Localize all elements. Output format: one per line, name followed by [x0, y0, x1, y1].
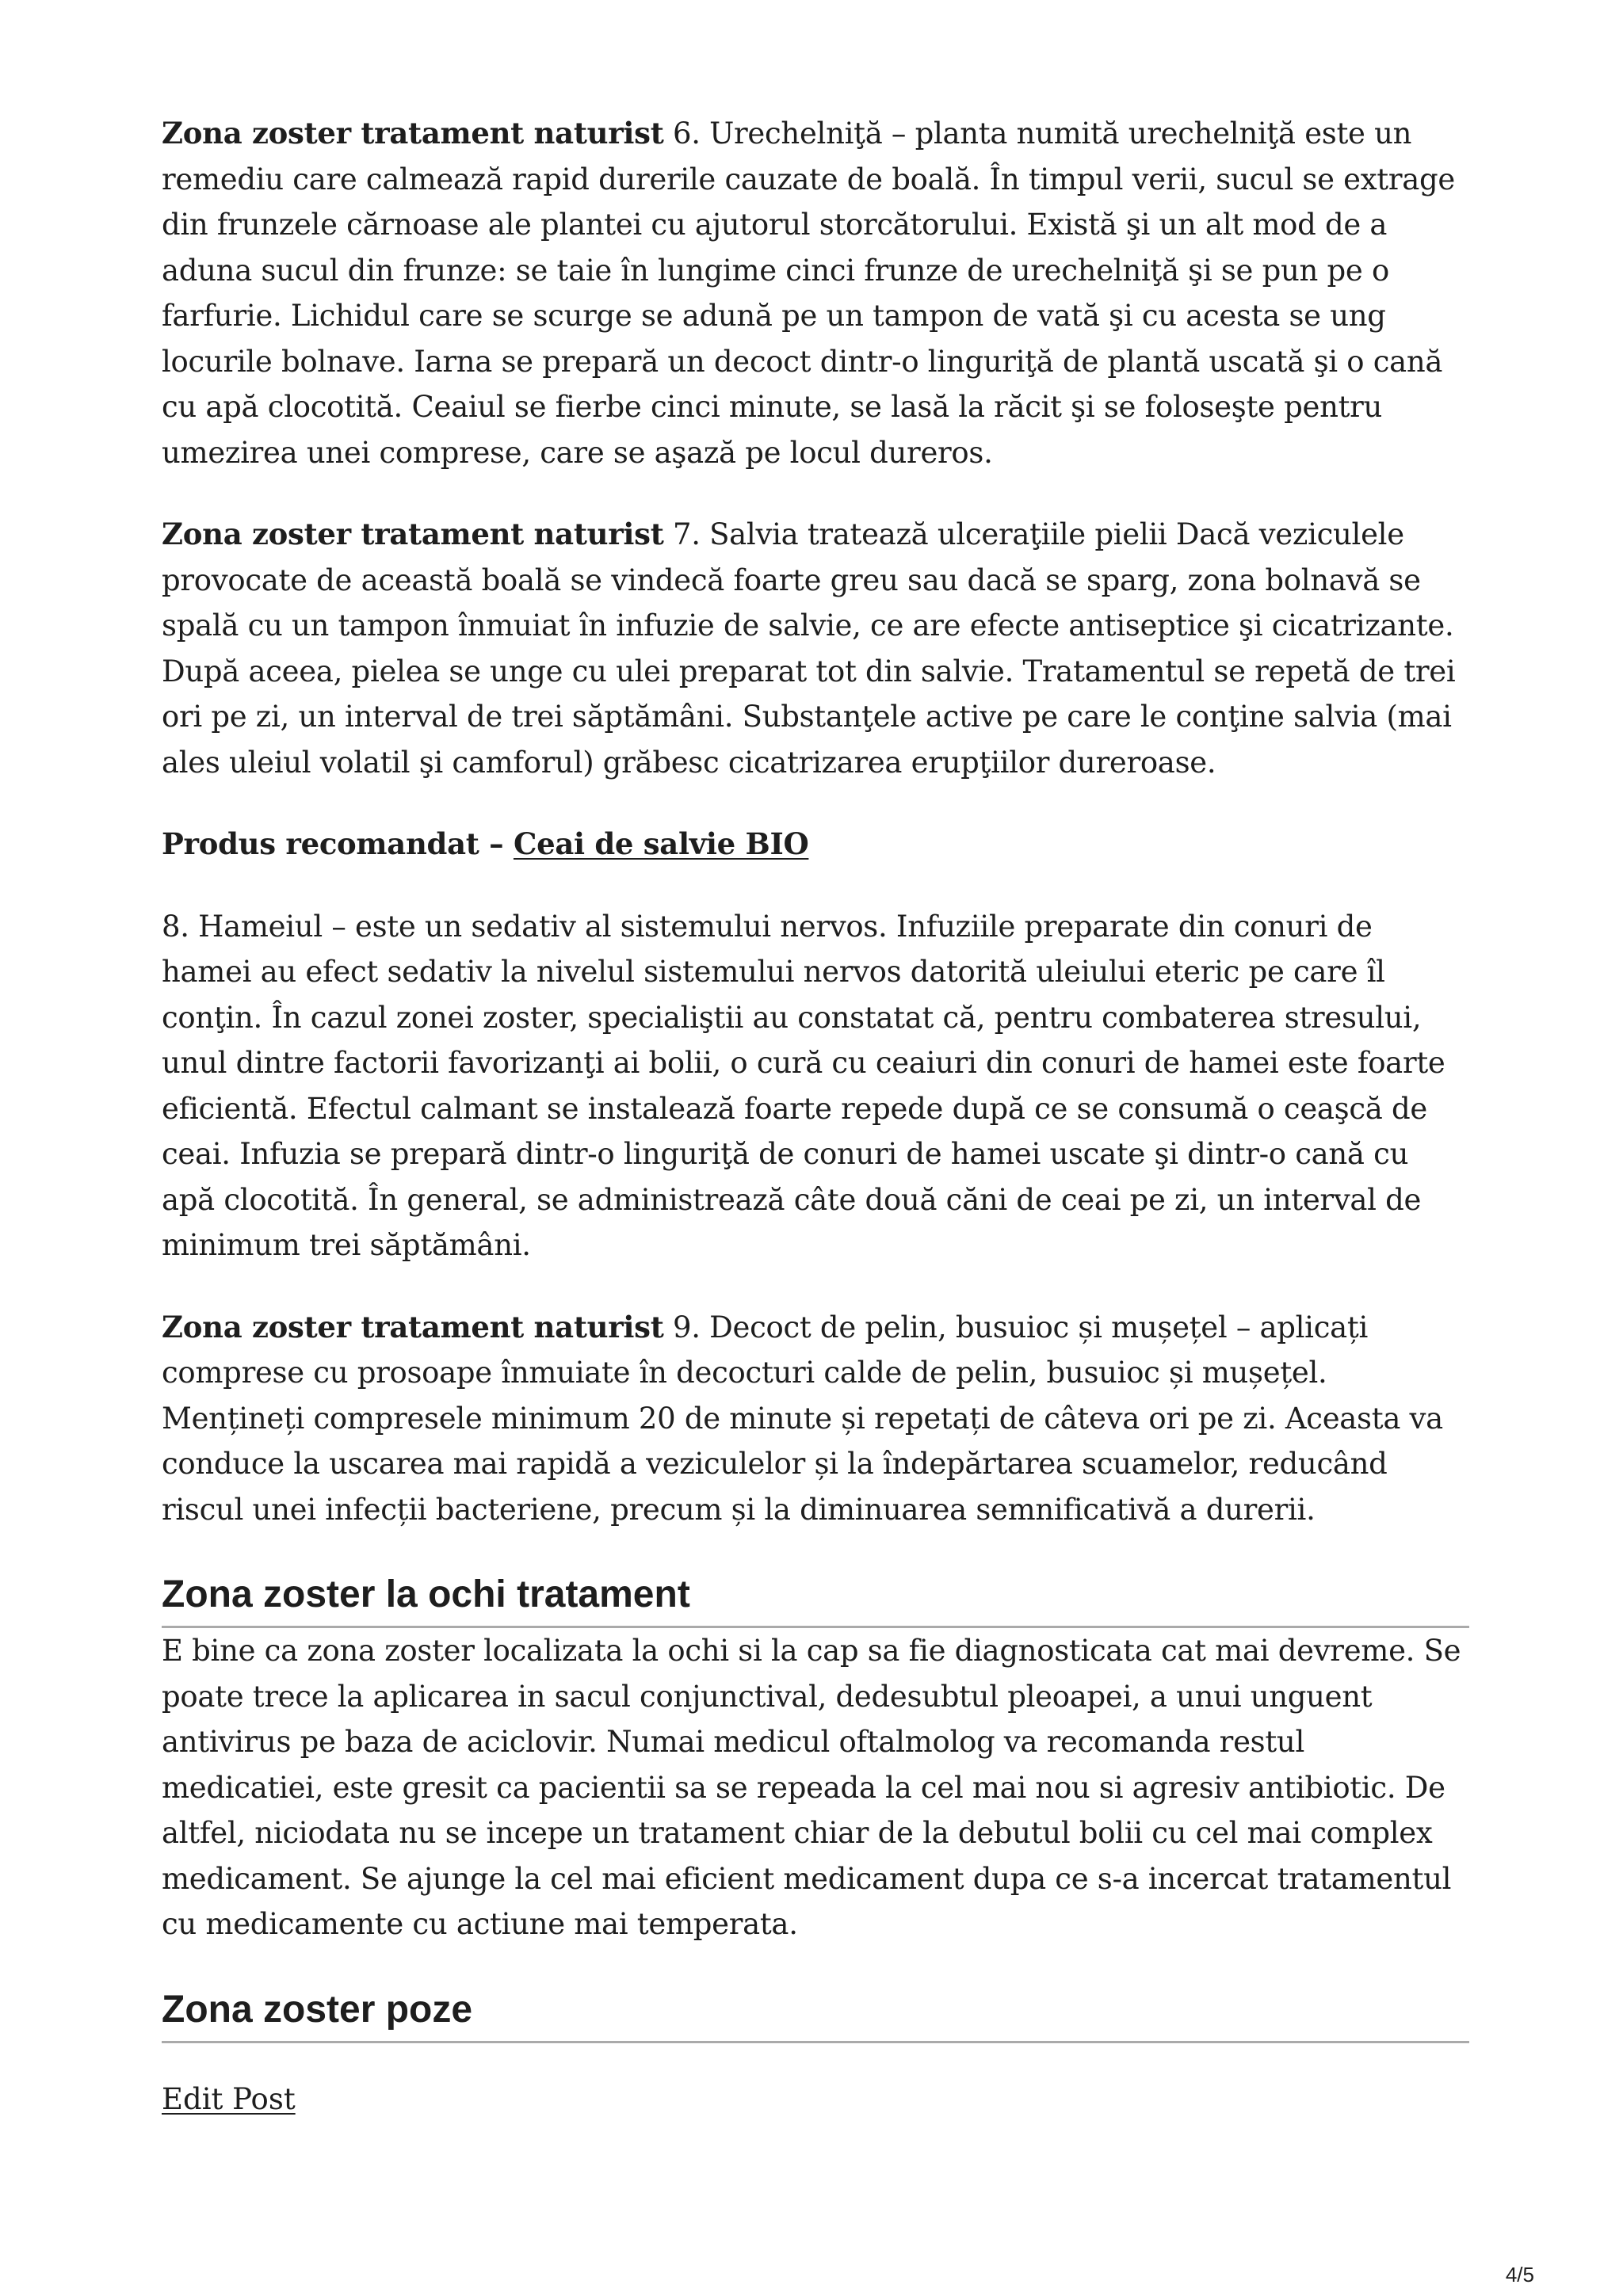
paragraph-bold-lead: Zona zoster tratament naturist: [162, 1309, 664, 1344]
paragraph-text: 8. Hameiul – este un sedativ al sistemului nervos. Infuziile preparate din conuri de hamei au efect sedativ la nivelul sistemului nervos datorită uleiului eteric pe care îl conţin. În cazul zonei zoster, specialiştii au constatat că, pentru combaterea stresului, unul dintre factorii favorizanţi ai bolii, o cură cu ceaiuri din conuri de hamei este foarte eficientă. Efectul calmant se instalează foarte repede după ce se consumă o ceaşcă de ceai. Infuzia se prepară dintr-o linguriţă de conuri de hamei uscate şi dintr-o cană cu apă clocotită. În general, se administrează câte două căni de ceai pe zi, un interval de minimum trei săptămâni.: [162, 909, 1445, 1262]
paragraph-text: 6. Urechelniţă – planta numită urechelniţă este un remediu care calmează rapid durerile cauzate de boală. În timpul verii, sucul se extrage din frunzele cărnoase ale plantei cu ajutorul storcătorului. Există şi un alt mod de a aduna sucul din frunze: se taie în lungime cinci frunze de urechelniţă şi se pun pe o farfurie. Lichidul care se scurge se adună pe un tampon de vată şi cu acesta se ung locurile bolnave. Iarna se prepară un decoct dintr-o linguriţă de plantă uscată şi o cană cu apă clocotită. Ceaiul se fierbe cinci minute, se lasă la răcit şi se foloseşte pentru umezirea unei comprese, care se aşază pe locul dureros.: [162, 116, 1456, 470]
paragraph-hameiul: [162, 904, 1469, 1268]
edit-post-row: [162, 2077, 1469, 2122]
paragraph-text: 9. Decoct de pelin, busuioc și mușețel – aplicați comprese cu prosoape înmuiate în decocturi calde de pelin, busuioc și mușețel. Mențineți compresele minimum 20 de minute și repetați de câteva ori pe zi. Aceasta va conduce la uscarea mai rapidă a veziculelor și la îndepărtarea scuamelor, reducând riscul unei infecții bacteriene, precum și la diminuarea semnificativă a durerii.: [162, 1310, 1443, 1527]
paragraph-bold-lead: Zona zoster tratament naturist: [162, 517, 664, 551]
paragraph-recommended-product: [162, 822, 1469, 868]
paragraph-urechelnita: [162, 111, 1469, 475]
heading-ochi-tratament: Zona zoster la ochi tratament: [162, 1569, 1469, 1628]
ceai-salvie-link[interactable]: Ceai de salvie BIO: [513, 826, 809, 861]
paragraph-bold-lead: Zona zoster tratament naturist: [162, 116, 664, 151]
edit-post-link[interactable]: Edit Post: [162, 2081, 296, 2116]
article-body: [162, 111, 1469, 2122]
paragraph-text: 7. Salvia tratează ulceraţiile pielii Dacă veziculele provocate de această boală se vindecă foarte greu sau dacă se sparg, zona bolnavă se spală cu un tampon înmuiat în infuzie de salvie, ce are efecte antiseptice şi cicatrizante. După aceea, pielea se unge cu ulei preparat tot din salvie. Tratamentul se repetă de trei ori pe zi, un interval de trei săptămâni. Substanţele active pe care le conţine salvia (mai ales uleiul volatil şi camforul) grăbesc cicatrizarea erupţiilor dureroase.: [162, 517, 1456, 780]
paragraph-decoct: [162, 1305, 1469, 1533]
page-number: 4/5: [1505, 2263, 1534, 2286]
recommended-label: [162, 826, 808, 861]
paragraph-ochi: E bine ca zona zoster localizata la ochi si la cap sa fie diagnosticata cat mai devreme. Se poate trece la aplicarea in sacul conjunctival, dedesubtul pleoapei, a unui unguent antivirus pe baza de aciclovir. Numai medicul oftalmolog va recomanda restul medicatiei, este gresit ca pacientii sa se repeada la cel mai nou si agresiv antibiotic. De altfel, niciodata nu se incepe un tratament chiar de la debutul bolii cu cel mai complex medicament. Se ajunge la cel mai eficient medicament dupa ce s-a incercat tratamentul cu medicamente cu actiune mai temperata.: [162, 1634, 1461, 1941]
paragraph-salvia: [162, 512, 1469, 785]
heading-poze: Zona zoster poze: [162, 1984, 1469, 2043]
recommended-label-text: Produs recomandat –: [162, 826, 514, 861]
